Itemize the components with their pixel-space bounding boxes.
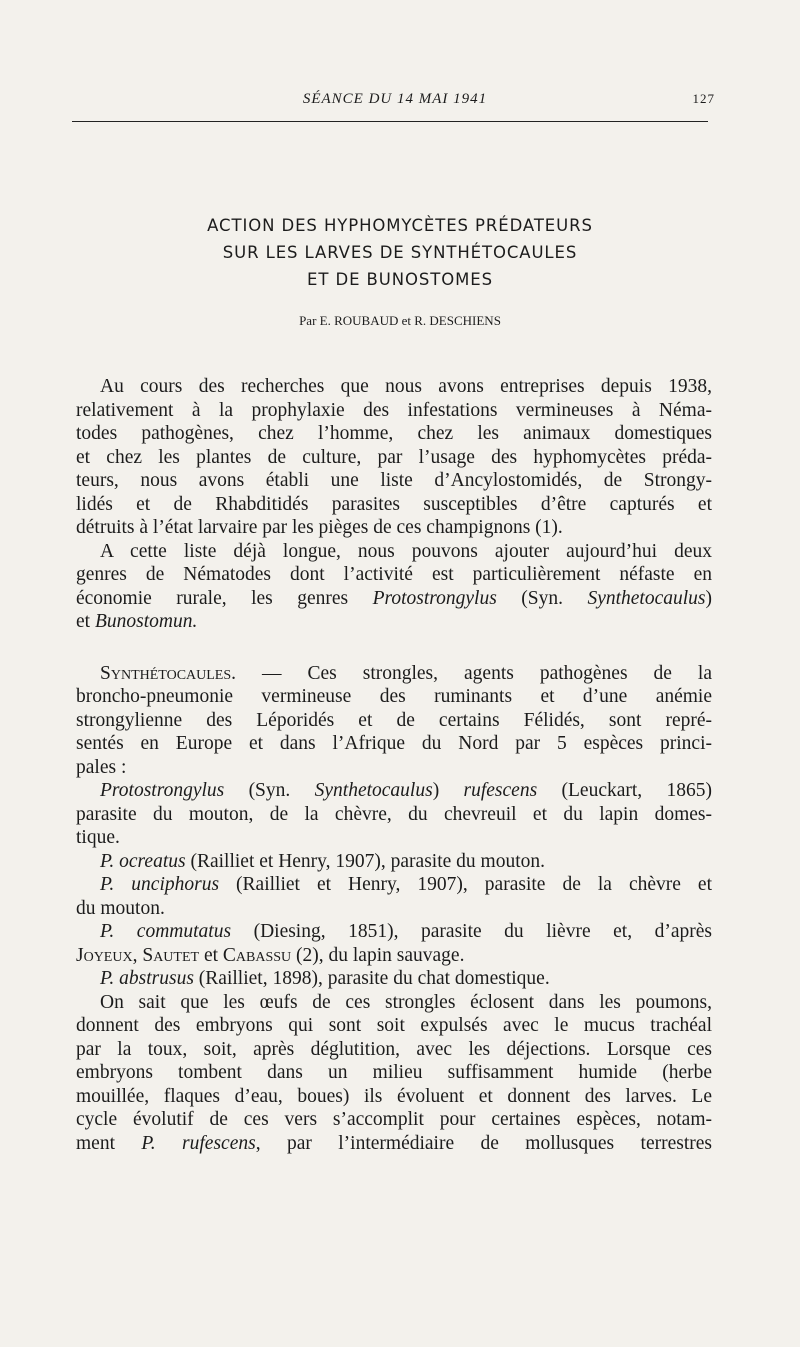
text-line: cycle évolutif de ces vers s’accomplit pour certaines espèces, notam- (76, 1109, 712, 1130)
text-line: économie rurale, les genres Protostrongylus (Syn. Synthetocaulus) (76, 587, 713, 609)
title-line: ET DE BUNOSTOMES (307, 270, 493, 289)
text-line: broncho-pneumonie vermineuse des ruminants et d’une anémie (76, 686, 712, 707)
genus-name: Synthetocaulus (587, 587, 706, 609)
header-rule (72, 121, 708, 122)
text-line: donnent des embryons qui sont soit expulsés avec le mucus trachéal (76, 1015, 712, 1036)
genus-name: Bunostomun. (94, 611, 198, 632)
text-line: et Bunostomun. (76, 611, 198, 632)
paragraph (76, 662, 712, 780)
species-line: P. commutatus (Diesing, 1851), parasite du lièvre et, d’après (100, 921, 712, 942)
running-header (75, 91, 715, 113)
text-line: par la toux, soit, après déglutition, avec les déjections. Lorsque ces (76, 1038, 712, 1060)
page-number: 127 (692, 91, 715, 106)
text-line: lidés et de Rhabditidés parasites susceptibles d’être capturés et (76, 493, 712, 515)
text-line: ment P. rufescens, par l’intermédiaire de mollusques terrestres (76, 1132, 712, 1154)
running-title: SÉANCE DU 14 MAI 1941 (302, 91, 488, 107)
text-line: Au cours des recherches que nous avons entreprises depuis 1938, (100, 376, 712, 397)
species-line: P. unciphorus (Railliet et Henry, 1907), parasite de la chèvre et (100, 874, 712, 895)
text-line: todes pathogènes, chez l’homme, chez les animaux domestiques (76, 423, 712, 444)
text-line: Protostrongylus (Syn. Synthetocaulus) rufescens (Leuckart, 1865) (100, 780, 712, 801)
text-line: Joyeux, Sautet et Cabassu (2), du lapin sauvage. (76, 944, 465, 966)
text-line: embryons tombent dans un milieu suffisamment humide (herbe (76, 1062, 712, 1083)
text-line: relativement à la prophylaxie des infestations vermineuses à Néma- (76, 399, 712, 421)
text-line: strongylienne des Léporidés et de certains Félidés, sont repré- (76, 709, 712, 731)
text-line: du mouton. (76, 897, 165, 919)
species-line: P. ocreatus (Railliet et Henry, 1907), parasite du mouton. (100, 850, 545, 872)
text-line: détruits à l’état larvaire par les pièges de ces champignons (1). (76, 517, 563, 538)
title-line: ACTION DES HYPHOMYCÈTES PRÉDATEURS (207, 216, 593, 235)
text-line: sentés en Europe et dans l’Afrique du Nord par 5 espèces princi- (76, 733, 712, 754)
text-line: genres de Nématodes dont l’activité est particulièrement néfaste en (76, 564, 712, 585)
text-line: mouillée, flaques d’eau, boues) ils évoluent et donnent des larves. Le (76, 1085, 712, 1107)
text-line: A cette liste déjà longue, nous pouvons ajouter aujourd’hui deux (100, 540, 712, 562)
text-line: teurs, nous avons établi une liste d’Ancylostomidés, de Strongy- (76, 470, 712, 491)
paragraph (76, 375, 712, 540)
article-title (75, 212, 725, 293)
article-body (76, 375, 712, 1155)
species-line: P. abstrusus (Railliet, 1898), parasite du chat domestique. (100, 968, 550, 989)
paragraph (76, 540, 712, 634)
paragraph (76, 873, 712, 920)
title-line: SUR LES LARVES DE SYNTHÉTOCAULES (222, 243, 578, 262)
paragraph (76, 779, 712, 850)
text-line: pales : (76, 756, 127, 778)
text-line: parasite du mouton, de la chèvre, du chevreuil et du lapin domes- (76, 803, 712, 825)
text-line: tique. (76, 827, 120, 848)
paragraph (76, 991, 712, 1156)
paragraph (76, 920, 712, 967)
genus-name: Protostrongylus (372, 587, 497, 609)
text-line: et chez les plantes de culture, par l’usage des hyphomycètes préda- (76, 446, 712, 468)
text-line: Synthétocaules. — Ces strongles, agents pathogènes de la (100, 662, 712, 684)
section-gap (76, 634, 712, 662)
text-line: On sait que les œufs de ces strongles éclosent dans les poumons, (100, 991, 712, 1013)
byline: Par E. ROUBAUD et R. DESCHIENS (299, 313, 501, 328)
section-heading: Synthétocaules. (100, 662, 237, 684)
